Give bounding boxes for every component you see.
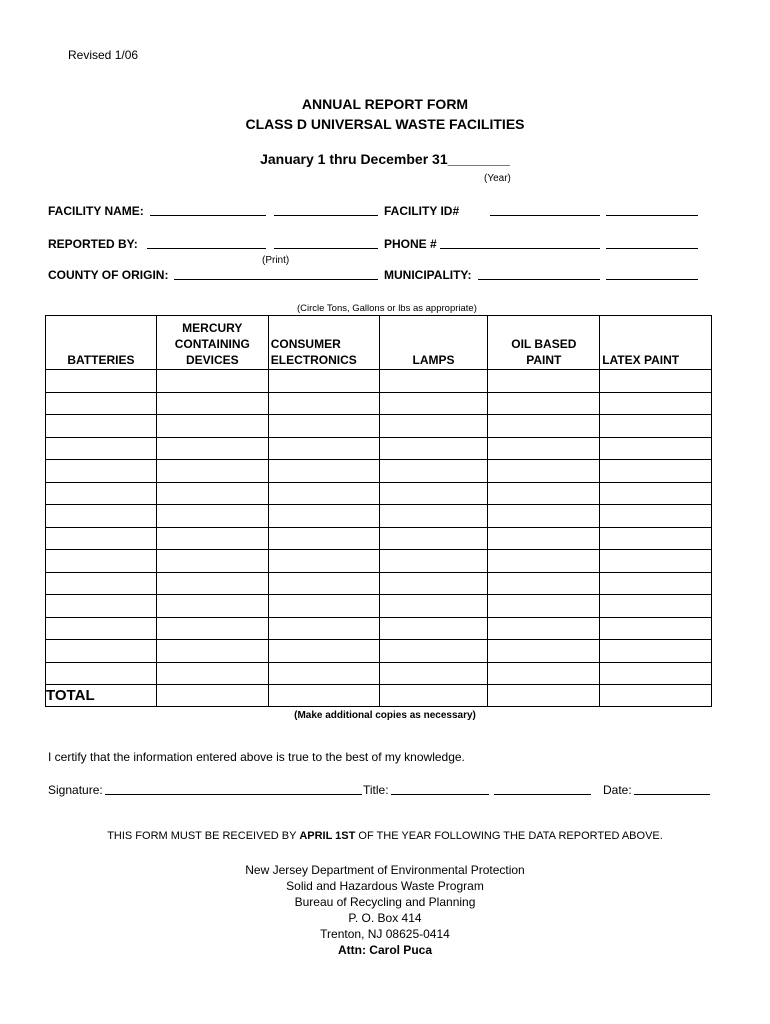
county-field[interactable] — [174, 267, 378, 285]
header-batteries: BATTERIES — [46, 316, 157, 370]
entry-cell[interactable] — [488, 392, 600, 415]
signature-field[interactable] — [105, 783, 362, 798]
total-cell[interactable] — [156, 685, 268, 707]
entry-cell[interactable] — [488, 482, 600, 505]
entry-cell[interactable] — [379, 415, 488, 438]
address-line: P. O. Box 414 — [348, 911, 422, 925]
entry-cell[interactable] — [488, 505, 600, 528]
entry-cell[interactable] — [379, 392, 488, 415]
table-header-row — [46, 316, 712, 370]
attention-line: Attn: Carol Puca — [337, 943, 432, 957]
entry-cell[interactable] — [488, 640, 600, 663]
entry-cell[interactable] — [488, 617, 600, 640]
table-row — [46, 505, 712, 528]
entry-cell[interactable] — [156, 482, 268, 505]
reported-by-field[interactable] — [147, 236, 378, 254]
entry-cell[interactable] — [268, 640, 379, 663]
address-line: New Jersey Department of Environmental Protection — [245, 863, 525, 877]
entry-cell[interactable] — [379, 550, 488, 573]
entry-cell[interactable] — [488, 662, 600, 685]
entry-cell[interactable] — [488, 572, 600, 595]
table-row — [46, 595, 712, 618]
entry-cell[interactable] — [379, 437, 488, 460]
entry-cell[interactable] — [379, 572, 488, 595]
entry-cell[interactable] — [156, 640, 268, 663]
entry-cell[interactable] — [156, 662, 268, 685]
entry-cell[interactable] — [379, 595, 488, 618]
entry-cell[interactable] — [268, 662, 379, 685]
entry-cell[interactable] — [600, 595, 712, 618]
table-row — [46, 415, 712, 438]
facility-id-field[interactable] — [490, 203, 698, 221]
address-line: Bureau of Recycling and Planning — [294, 895, 476, 909]
entry-cell[interactable] — [379, 370, 488, 393]
entry-cell[interactable] — [379, 482, 488, 505]
copies-note: (Make additional copies as necessary) — [294, 710, 476, 721]
total-cell[interactable] — [600, 685, 712, 707]
header-lamps: LAMPS — [379, 316, 488, 370]
date-label: Date: — [603, 783, 632, 797]
entry-cell[interactable] — [600, 482, 712, 505]
entry-cell[interactable] — [600, 617, 712, 640]
table-row — [46, 550, 712, 573]
entry-cell[interactable] — [600, 460, 712, 483]
facility-name-label: FACILITY NAME: — [48, 204, 144, 218]
entry-cell[interactable] — [46, 572, 157, 595]
address-line: Solid and Hazardous Waste Program — [286, 879, 484, 893]
entry-cell[interactable] — [268, 505, 379, 528]
entry-cell[interactable] — [268, 550, 379, 573]
entry-cell[interactable] — [156, 392, 268, 415]
entry-cell[interactable] — [488, 460, 600, 483]
municipality-field[interactable] — [478, 267, 698, 285]
table-row — [46, 392, 712, 415]
entry-cell[interactable] — [379, 617, 488, 640]
header-mercury-devices: MERCURY CONTAINING DEVICES — [156, 316, 268, 370]
table-row — [46, 460, 712, 483]
table-row — [46, 527, 712, 550]
reported-by-label: REPORTED BY: — [48, 237, 138, 251]
date-field[interactable] — [634, 783, 710, 798]
entry-cell[interactable] — [600, 662, 712, 685]
year-hint: (Year) — [484, 173, 511, 184]
entry-cell[interactable] — [268, 370, 379, 393]
entry-cell[interactable] — [46, 505, 157, 528]
entry-cell[interactable] — [46, 482, 157, 505]
entry-cell[interactable] — [488, 370, 600, 393]
print-hint: (Print) — [262, 255, 290, 266]
table-row — [46, 662, 712, 685]
entry-cell[interactable] — [488, 527, 600, 550]
entry-cell[interactable] — [46, 437, 157, 460]
table-row — [46, 370, 712, 393]
entry-cell[interactable] — [156, 505, 268, 528]
entry-cell[interactable] — [268, 617, 379, 640]
entry-cell[interactable] — [488, 437, 600, 460]
phone-field[interactable] — [440, 236, 698, 254]
municipality-label: MUNICIPALITY: — [384, 268, 472, 282]
entry-cell[interactable] — [268, 392, 379, 415]
signature-label: Signature: — [48, 783, 103, 797]
entry-cell[interactable] — [488, 550, 600, 573]
entry-cell[interactable] — [600, 550, 712, 573]
form-title: ANNUAL REPORT FORM — [301, 96, 469, 112]
phone-label: PHONE # — [384, 237, 437, 251]
reporting-period: January 1 thru December 31________ — [260, 151, 510, 167]
entry-cell[interactable] — [268, 460, 379, 483]
entry-cell[interactable] — [46, 662, 157, 685]
entry-cell[interactable] — [600, 392, 712, 415]
entry-cell[interactable] — [600, 505, 712, 528]
entry-cell[interactable] — [600, 415, 712, 438]
entry-cell[interactable] — [156, 437, 268, 460]
entry-cell[interactable] — [379, 505, 488, 528]
entry-cell[interactable] — [46, 370, 157, 393]
entry-cell[interactable] — [268, 595, 379, 618]
entry-cell[interactable] — [156, 595, 268, 618]
entry-cell[interactable] — [488, 595, 600, 618]
waste-report-table — [45, 315, 712, 707]
entry-cell[interactable] — [600, 527, 712, 550]
entry-cell[interactable] — [46, 415, 157, 438]
entry-cell[interactable] — [268, 482, 379, 505]
entry-cell[interactable] — [600, 437, 712, 460]
entry-cell[interactable] — [268, 527, 379, 550]
revision-note: Revised 1/06 — [68, 48, 139, 62]
entry-cell[interactable] — [268, 437, 379, 460]
entry-cell[interactable] — [46, 527, 157, 550]
total-cell[interactable] — [379, 685, 488, 707]
entry-cell[interactable] — [156, 527, 268, 550]
entry-cell[interactable] — [600, 640, 712, 663]
facility-name-field[interactable] — [150, 203, 378, 221]
units-note: (Circle Tons, Gallons or lbs as appropriate) — [297, 303, 477, 314]
entry-cell[interactable] — [268, 415, 379, 438]
entry-cell[interactable] — [156, 550, 268, 573]
total-row — [46, 685, 712, 707]
table-row — [46, 437, 712, 460]
entry-cell[interactable] — [488, 415, 600, 438]
table-row — [46, 640, 712, 663]
entry-cell[interactable] — [379, 662, 488, 685]
title-label: Title: — [363, 783, 389, 797]
entry-cell[interactable] — [379, 460, 488, 483]
entry-cell[interactable] — [379, 527, 488, 550]
title-field[interactable] — [391, 783, 591, 798]
total-cell[interactable] — [488, 685, 600, 707]
entry-cell[interactable] — [156, 460, 268, 483]
entry-cell[interactable] — [156, 617, 268, 640]
submission-notice: THIS FORM MUST BE RECEIVED BY APRIL 1ST OF THE YEAR FOLLOWING THE DATA REPORTED ABOVE. — [107, 830, 663, 842]
entry-cell[interactable] — [379, 640, 488, 663]
certification-statement: I certify that the information entered above is true to the best of my knowledge. — [48, 750, 465, 764]
entry-cell[interactable] — [46, 640, 157, 663]
address-line: Trenton, NJ 08625-0414 — [320, 927, 450, 941]
entry-cell[interactable] — [46, 460, 157, 483]
table-row — [46, 572, 712, 595]
entry-cell[interactable] — [46, 550, 157, 573]
entry-cell[interactable] — [268, 572, 379, 595]
entry-cell[interactable] — [46, 595, 157, 618]
table-row — [46, 482, 712, 505]
entry-cell[interactable] — [46, 617, 157, 640]
header-oil-based-paint: OIL BASED PAINT — [488, 316, 600, 370]
deadline: APRIL 1ST — [299, 830, 356, 842]
total-cell[interactable] — [268, 685, 379, 707]
entry-cell[interactable] — [156, 370, 268, 393]
entry-cell[interactable] — [600, 370, 712, 393]
header-consumer-electronics: CONSUMER ELECTRONICS — [268, 316, 379, 370]
county-label: COUNTY OF ORIGIN: — [48, 268, 169, 282]
total-label: TOTAL — [46, 685, 157, 707]
facility-id-label: FACILITY ID# — [384, 204, 460, 218]
entry-cell[interactable] — [46, 392, 157, 415]
entry-cell[interactable] — [600, 572, 712, 595]
form-subtitle: CLASS D UNIVERSAL WASTE FACILITIES — [245, 116, 525, 132]
entry-cell[interactable] — [156, 415, 268, 438]
header-latex-paint: LATEX PAINT — [600, 316, 712, 370]
table-row — [46, 617, 712, 640]
entry-cell[interactable] — [156, 572, 268, 595]
